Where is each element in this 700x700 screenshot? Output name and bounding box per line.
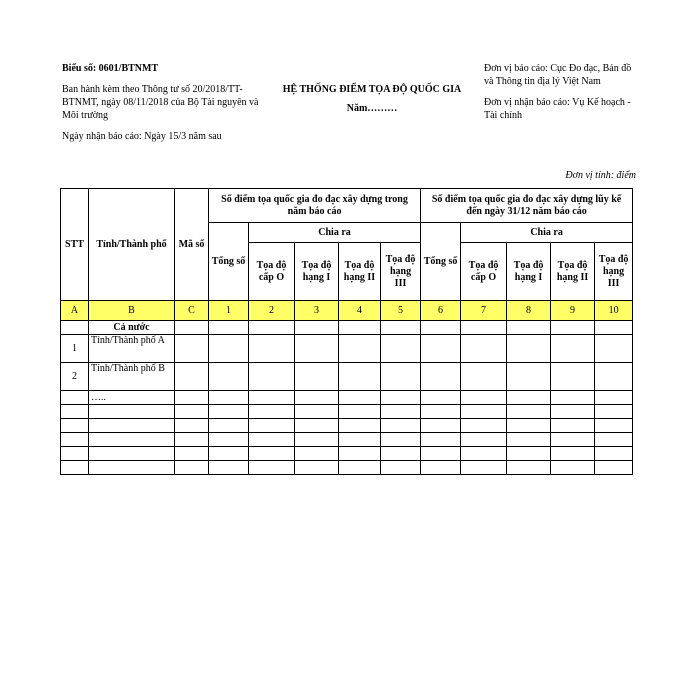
index-cell: 6 [421, 301, 461, 321]
col-grade1-header: Tọa độ hạng I [507, 243, 551, 301]
report-table [60, 188, 633, 475]
index-cell: 1 [209, 301, 249, 321]
table-row [61, 419, 633, 433]
report-year: Năm……… [346, 103, 398, 114]
index-cell: A [61, 301, 89, 321]
receiving-unit: Đơn vị nhận báo cáo: Vụ Kế hoạch - Tài chính [484, 97, 631, 121]
col-code-header: Mã số [175, 189, 209, 301]
index-cell: 3 [295, 301, 339, 321]
index-cell: 5 [381, 301, 421, 321]
breakdown-header: Chia ra [461, 223, 633, 243]
index-cell: 8 [507, 301, 551, 321]
table-row [61, 335, 633, 363]
table-row [61, 461, 633, 475]
col-total-header: Tổng số [421, 223, 461, 301]
row-province: Tỉnh/Thành phố A [89, 335, 175, 363]
reporting-unit: Đơn vị báo cáo: Cục Đo đạc, Bản đồ và Thông tin địa lý Việt Nam [484, 63, 632, 87]
breakdown-header: Chia ra [249, 223, 421, 243]
row-ellipsis: ….. [89, 391, 175, 405]
total-row-label: Cả nước [89, 321, 175, 335]
table-row [61, 433, 633, 447]
table-row [61, 363, 633, 391]
col-grade0-header: Tọa độ cấp O [249, 243, 295, 301]
index-cell: 2 [249, 301, 295, 321]
row-province: Tỉnh/Thành phố B [89, 363, 175, 391]
report-heading [262, 84, 482, 114]
index-cell: 7 [461, 301, 507, 321]
col-grade3-header: Tọa độ hạng III [595, 243, 633, 301]
table-row [61, 405, 633, 419]
col-total-header: Tổng số [209, 223, 249, 301]
table-row [61, 391, 633, 405]
form-code: Biểu số: 0601/BTNMT [62, 63, 159, 74]
index-cell: B [89, 301, 175, 321]
index-cell: C [175, 301, 209, 321]
index-row [61, 301, 633, 321]
row-stt: 1 [61, 335, 89, 363]
index-cell: 10 [595, 301, 633, 321]
unit-info [484, 62, 634, 122]
index-cell: 4 [339, 301, 381, 321]
form-info [62, 62, 262, 143]
col-grade0-header: Tọa độ cấp O [461, 243, 507, 301]
group-in-year-header: Số điểm tọa quốc gia đo đạc xây dựng trong năm báo cáo [209, 189, 421, 223]
row-stt: 2 [61, 363, 89, 391]
group-cumulative-header: Số điểm tọa quốc gia đo đạc xây dựng lũy kế đến ngày 31/12 năm báo cáo [421, 189, 633, 223]
unit-note: Đơn vị tính: điểm [565, 170, 636, 181]
issued-basis: Ban hành kèm theo Thông tư số 20/2018/TT-BTNMT, ngày 08/11/2018 của Bộ Tài nguyên và Môi trường [62, 84, 259, 121]
col-province-header: Tỉnh/Thành phố [89, 189, 175, 301]
col-grade2-header: Tọa độ hạng II [551, 243, 595, 301]
col-stt-header: STT [61, 189, 89, 301]
receipt-date: Ngày nhận báo cáo: Ngày 15/3 năm sau [62, 131, 222, 142]
col-grade3-header: Tọa độ hạng III [381, 243, 421, 301]
report-title: HỆ THỐNG ĐIỂM TỌA ĐỘ QUỐC GIA [282, 84, 462, 95]
col-grade2-header: Tọa độ hạng II [339, 243, 381, 301]
col-grade1-header: Tọa độ hạng I [295, 243, 339, 301]
table-row [61, 447, 633, 461]
total-row [61, 321, 633, 335]
index-cell: 9 [551, 301, 595, 321]
